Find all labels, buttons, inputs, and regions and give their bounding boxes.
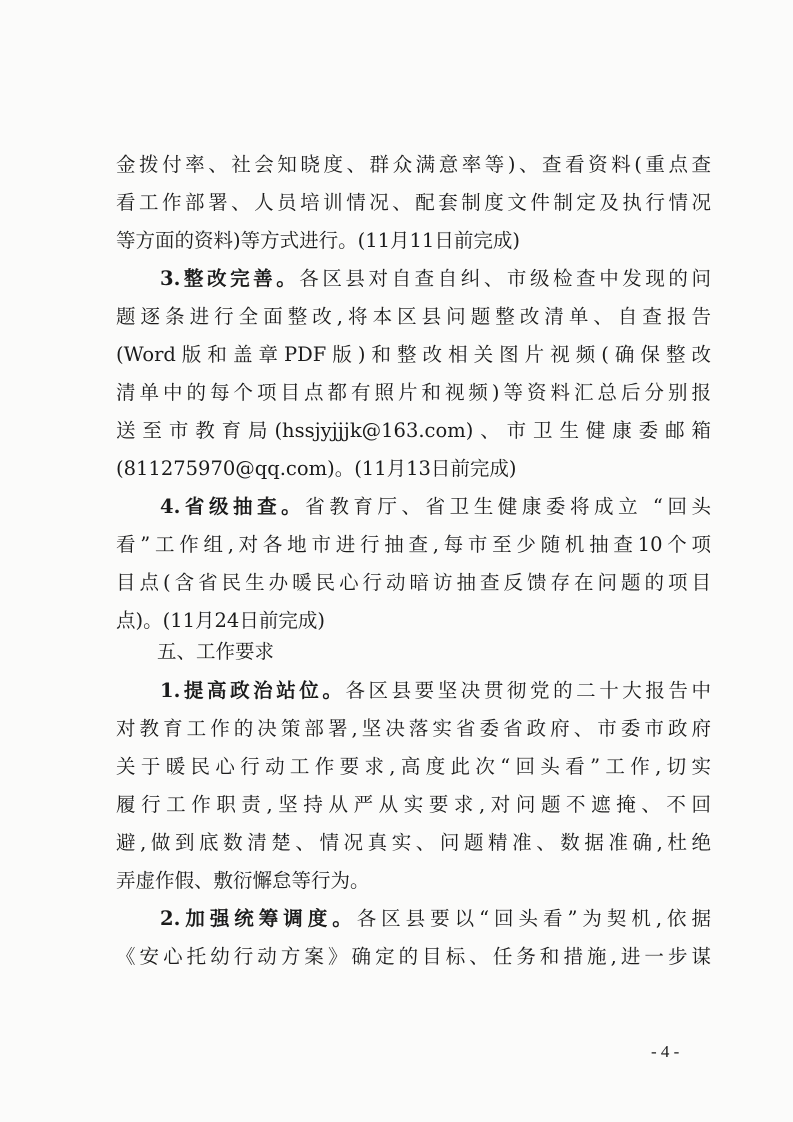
body-line: 避,做到底数清楚、情况真实、问题精准、数据准确,杜绝 xyxy=(116,831,711,854)
requirement-1-heading-line: 1.提高政治站位。各区县要坚决贯彻党的二十大报告中 xyxy=(160,679,711,702)
body-line: (Word版和盖章PDF版)和整改相关图片视频(确保整改 xyxy=(116,343,711,366)
body-line: 履行工作职责,坚持从严从实要求,对问题不遮掩、不回 xyxy=(116,793,711,816)
body-line: 《安心托幼行动方案》确定的目标、任务和措施,进一步谋 xyxy=(116,945,711,968)
section-3-heading-line: 3.整改完善。各区县对自查自纠、市级检查中发现的问 xyxy=(160,267,711,290)
section-3-title: 3.整改完善。 xyxy=(160,267,300,290)
body-line: (811275970@qq.com)。(11月13日前完成) xyxy=(116,457,517,480)
requirement-2-heading-line: 2.加强统筹调度。各区县要以“回头看”为契机,依据 xyxy=(160,907,711,930)
body-line: 金拨付率、社会知晓度、群众满意率等)、查看资料(重点查 xyxy=(116,153,711,176)
requirement-2-title: 2.加强统筹调度。 xyxy=(160,907,357,930)
body-line: 等方面的资料)等方式进行。(11月11日前完成) xyxy=(116,229,520,252)
body-line: 清单中的每个项目点都有照片和视频)等资料汇总后分别报 xyxy=(116,381,711,404)
body-line: 对教育工作的决策部署,坚决落实省委省政府、市委市政府 xyxy=(116,717,711,740)
body-line: 弄虚作假、敷衍懈怠等行为。 xyxy=(116,869,370,892)
body-line: 送至市教育局(hssjyjjjk@163.com)、市卫生健康委邮箱 xyxy=(116,419,711,442)
page-number: - 4 - xyxy=(651,1042,680,1061)
requirement-1-title: 1.提高政治站位。 xyxy=(160,679,346,702)
section-five-heading: 五、工作要求 xyxy=(157,640,275,663)
body-line: 目点(含省民生办暖民心行动暗访抽查反馈存在问题的项目 xyxy=(116,571,711,594)
body-line: 看工作部署、人员培训情况、配套制度文件制定及执行情况 xyxy=(116,191,711,214)
body-line: 看”工作组,对各地市进行抽查,每市至少随机抽查10个项 xyxy=(116,533,711,556)
section-4-heading-line: 4.省级抽查。省教育厅、省卫生健康委将成立 “回头 xyxy=(160,495,712,518)
body-line: 关于暖民心行动工作要求,高度此次“回头看”工作,切实 xyxy=(116,755,711,778)
section-4-title: 4.省级抽查。 xyxy=(160,495,306,518)
body-line: 题逐条进行全面整改,将本区县问题整改清单、自查报告 xyxy=(116,305,711,328)
body-line: 点)。(11月24日前完成) xyxy=(116,609,325,632)
